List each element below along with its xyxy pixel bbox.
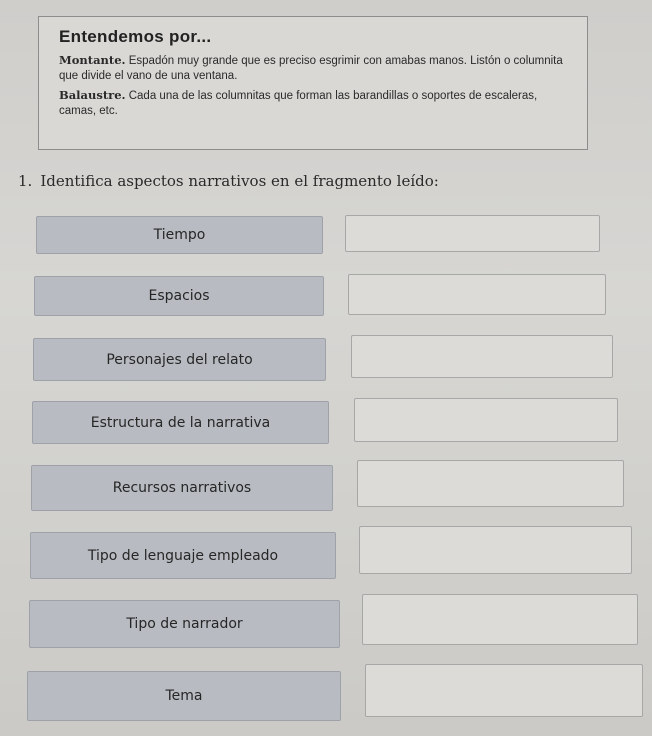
row-answer-box-3[interactable] [351,335,613,378]
row-answer-box-2[interactable] [348,274,606,315]
glossary-title: Entendemos por... [59,27,212,46]
question-text: Identifica aspectos narrativos en el fragmento leído: [40,172,439,190]
glossary-definition: Cada una de las columnitas que forman las barandillas o soportes de escaleras, camas, etc. [59,90,538,117]
row-answer-box-4[interactable] [354,398,618,442]
row-label-7: Tipo de narrador [29,600,340,648]
row-label-3: Personajes del relato [33,338,326,381]
row-label-8: Tema [27,671,341,721]
row-label-1: Tiempo [36,216,323,254]
row-label-6: Tipo de lenguaje empleado [30,532,336,579]
row-answer-box-1[interactable] [345,215,600,252]
glossary-term: Montante. [59,53,126,67]
question-number: 1. [18,172,33,190]
glossary-term: Balaustre. [59,88,126,102]
row-answer-box-7[interactable] [362,594,638,645]
row-label-4: Estructura de la narrativa [32,401,329,444]
row-answer-box-6[interactable] [359,526,632,574]
row-answer-box-5[interactable] [357,460,624,507]
row-label-2: Espacios [34,276,324,316]
row-answer-box-8[interactable] [365,664,643,717]
glossary-definition: Espadón muy grande que es preciso esgrimir con amabas manos. Listón o columnita que divide el vano de una ventana. [59,55,563,82]
row-label-5: Recursos narrativos [31,465,333,511]
